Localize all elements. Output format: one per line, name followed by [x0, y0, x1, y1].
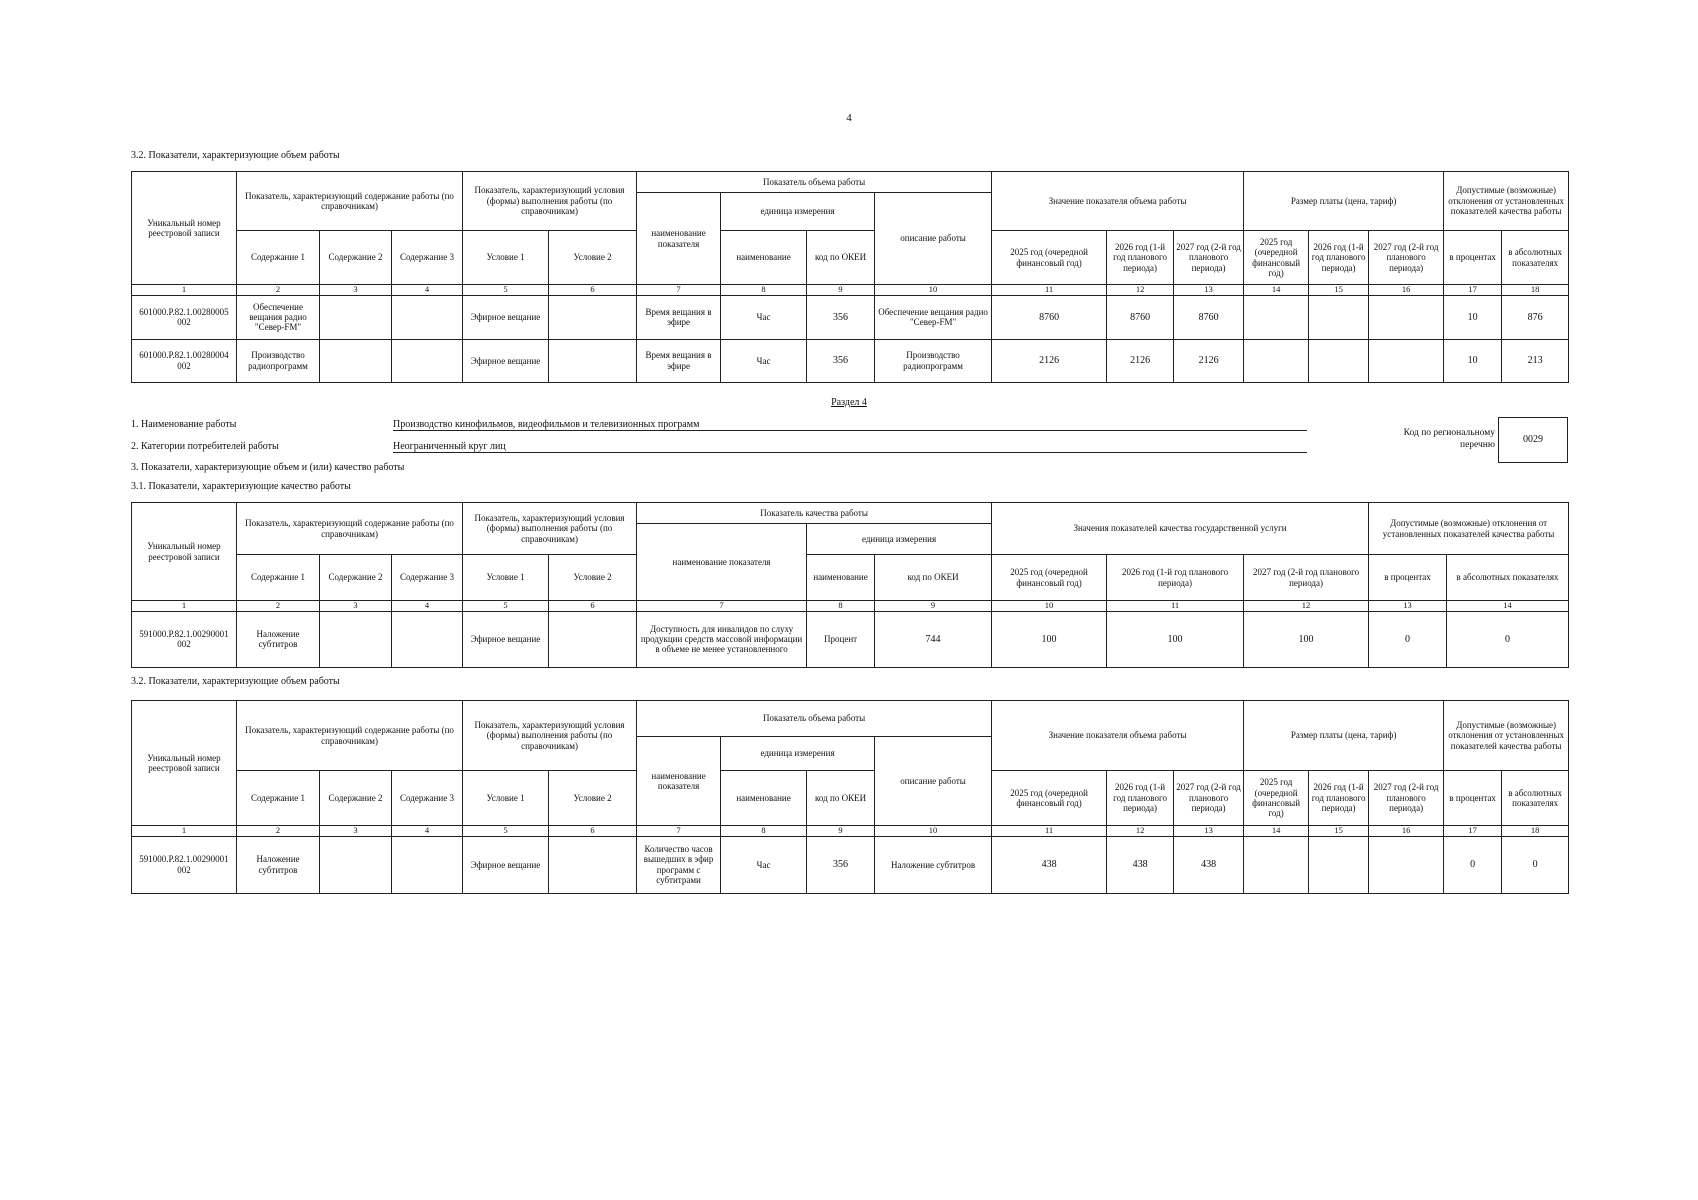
- hdr-c1: Содержание 1: [237, 771, 320, 826]
- cell-c1: Наложение субтитров: [237, 611, 320, 667]
- cell-reg: 591000.Р.82.1.00290001 002: [132, 836, 237, 893]
- cell-unit: Час: [721, 339, 807, 382]
- hdr-unit-name: наименование: [721, 231, 807, 285]
- hdr-value: Значения показателей качества государственной услуги: [992, 503, 1369, 555]
- column-numbers-row: [132, 601, 1569, 612]
- cell-desc: Наложение субтитров: [875, 836, 992, 893]
- table-row: [132, 339, 1569, 382]
- hdr-content: Показатель, характеризующий содержание работы (по справочникам): [237, 503, 463, 555]
- cell-v2025: 438: [992, 836, 1107, 893]
- hdr-y2025: 2025 год (очередной финансовый год): [992, 555, 1107, 601]
- hdr-c1: Содержание 1: [237, 231, 320, 285]
- section-title-volume-2: 3.2. Показатели, характеризующие объем работы: [131, 676, 340, 687]
- hdr-name: наименование показателя: [637, 524, 807, 601]
- cell-abs: 876: [1502, 295, 1569, 339]
- cell-c1: Производство радиопрограмм: [237, 339, 320, 382]
- column-numbers-row: [132, 826, 1569, 837]
- cell-c1: Обеспечение вещания радио "Север-FM": [237, 295, 320, 339]
- cell-c2: [320, 611, 392, 667]
- cell-c2: [320, 295, 392, 339]
- cell-v2027: 8760: [1174, 295, 1244, 339]
- col-number: 13: [1369, 601, 1447, 612]
- column-numbers-row: [132, 285, 1569, 296]
- hdr-f2025: 2025 год (очередной финансовый год): [1244, 231, 1309, 285]
- col-number: 9: [807, 826, 875, 837]
- table-row: [132, 836, 1569, 893]
- hdr-desc: описание работы: [875, 737, 992, 826]
- col-number: 1: [132, 285, 237, 296]
- hdr-abs: в абсолютных показателях: [1447, 555, 1569, 601]
- cell-desc: Обеспечение вещания радио "Север-FM": [875, 295, 992, 339]
- cell-c3: [392, 611, 463, 667]
- cell-f2027: [1369, 339, 1444, 382]
- cell-okei: 356: [807, 295, 875, 339]
- volume-table-1: [131, 171, 1569, 383]
- hdr-okei: код по ОКЕИ: [807, 231, 875, 285]
- cell-unit: Час: [721, 295, 807, 339]
- cell-c3: [392, 339, 463, 382]
- col-number: 5: [463, 285, 549, 296]
- hdr-c3: Содержание 3: [392, 555, 463, 601]
- cell-c1: Наложение субтитров: [237, 836, 320, 893]
- cell-u1: Эфирное вещание: [463, 339, 549, 382]
- hdr-f2026: 2026 год (1-й год планового периода): [1309, 771, 1369, 826]
- consumers-label: 2. Категории потребителей работы: [131, 441, 279, 452]
- col-number: 4: [392, 826, 463, 837]
- cell-c2: [320, 339, 392, 382]
- col-number: 8: [807, 601, 875, 612]
- cell-reg: 601000.Р.82.1.00280005 002: [132, 295, 237, 339]
- cell-v2025: 100: [992, 611, 1107, 667]
- hdr-pct: в процентах: [1444, 771, 1502, 826]
- col-number: 11: [992, 826, 1107, 837]
- hdr-abs: в абсолютных показателях: [1502, 231, 1569, 285]
- hdr-y2026: 2026 год (1-й год планового периода): [1107, 231, 1174, 285]
- hdr-reg: Уникальный номер реестровой записи: [132, 701, 237, 826]
- col-number: 8: [721, 826, 807, 837]
- hdr-u2: Условие 2: [549, 771, 637, 826]
- col-number: 14: [1447, 601, 1569, 612]
- col-number: 2: [237, 285, 320, 296]
- col-number: 5: [463, 601, 549, 612]
- col-number: 15: [1309, 285, 1369, 296]
- cell-u2: [549, 295, 637, 339]
- cell-c3: [392, 295, 463, 339]
- hdr-u1: Условие 1: [463, 771, 549, 826]
- hdr-cond: Показатель, характеризующий условия (формы) выполнения работы (по справочникам): [463, 503, 637, 555]
- hdr-content: Показатель, характеризующий содержание работы (по справочникам): [237, 172, 463, 231]
- col-number: 14: [1244, 826, 1309, 837]
- hdr-y2026: 2026 год (1-й год планового периода): [1107, 771, 1174, 826]
- hdr-fee: Размер платы (цена, тариф): [1244, 701, 1444, 771]
- hdr-pct: в процентах: [1444, 231, 1502, 285]
- hdr-f2025: 2025 год (очередной финансовый год): [1244, 771, 1309, 826]
- cell-pct: 0: [1369, 611, 1447, 667]
- cell-f2026: [1309, 836, 1369, 893]
- cell-f2025: [1244, 339, 1309, 382]
- cell-u2: [549, 339, 637, 382]
- col-number: 16: [1369, 285, 1444, 296]
- hdr-f2026: 2026 год (1-й год планового периода): [1309, 231, 1369, 285]
- hdr-c3: Содержание 3: [392, 231, 463, 285]
- col-number: 7: [637, 601, 807, 612]
- hdr-dev: Допустимые (возможные) отклонения от установленных показателей качества работы: [1444, 701, 1569, 771]
- cell-f2025: [1244, 295, 1309, 339]
- hdr-reg: Уникальный номер реестровой записи: [132, 503, 237, 601]
- col-number: 18: [1502, 826, 1569, 837]
- hdr-cond: Показатель, характеризующий условия (формы) выполнения работы (по справочникам): [463, 172, 637, 231]
- col-number: 17: [1444, 826, 1502, 837]
- col-number: 1: [132, 826, 237, 837]
- indicators-label: 3. Показатели, характеризующие объем и (или) качество работы: [131, 462, 405, 473]
- cell-abs: 0: [1502, 836, 1569, 893]
- hdr-unit: единица измерения: [721, 193, 875, 231]
- hdr-y2027: 2027 год (2-й год планового периода): [1174, 771, 1244, 826]
- col-number: 5: [463, 826, 549, 837]
- col-number: 3: [320, 285, 392, 296]
- hdr-y2027: 2027 год (2-й год планового периода): [1244, 555, 1369, 601]
- hdr-indicator: Показатель качества работы: [637, 503, 992, 524]
- col-number: 11: [1107, 601, 1244, 612]
- cell-reg: 591000.Р.82.1.00290001 002: [132, 611, 237, 667]
- col-number: 3: [320, 826, 392, 837]
- cell-unit: Процент: [807, 611, 875, 667]
- cell-desc: Производство радиопрограмм: [875, 339, 992, 382]
- cell-f2026: [1309, 339, 1369, 382]
- hdr-fee: Размер платы (цена, тариф): [1244, 172, 1444, 231]
- cell-name: Время вещания в эфире: [637, 339, 721, 382]
- col-number: 14: [1244, 285, 1309, 296]
- cell-f2026: [1309, 295, 1369, 339]
- hdr-unit-name: наименование: [721, 771, 807, 826]
- cell-c3: [392, 836, 463, 893]
- hdr-indicator: Показатель объема работы: [637, 701, 992, 737]
- col-number: 2: [237, 601, 320, 612]
- col-number: 18: [1502, 285, 1569, 296]
- col-number: 16: [1369, 826, 1444, 837]
- col-number: 15: [1309, 826, 1369, 837]
- col-number: 10: [875, 826, 992, 837]
- cell-v2026: 100: [1107, 611, 1244, 667]
- hdr-y2025: 2025 год (очередной финансовый год): [992, 231, 1107, 285]
- col-number: 10: [875, 285, 992, 296]
- cell-unit: Час: [721, 836, 807, 893]
- hdr-dev: Допустимые (возможные) отклонения от установленных показателей качества работы: [1369, 503, 1569, 555]
- cell-reg: 601000.Р.82.1.00280004 002: [132, 339, 237, 382]
- col-number: 4: [392, 601, 463, 612]
- hdr-abs: в абсолютных показателях: [1502, 771, 1569, 826]
- work-name-value: Производство кинофильмов, видеофильмов и телевизионных программ: [393, 419, 1307, 431]
- hdr-f2027: 2027 год (2-й год планового периода): [1369, 771, 1444, 826]
- hdr-c2: Содержание 2: [320, 231, 392, 285]
- hdr-u2: Условие 2: [549, 555, 637, 601]
- col-number: 6: [549, 826, 637, 837]
- col-number: 3: [320, 601, 392, 612]
- cell-f2027: [1369, 836, 1444, 893]
- code-label: Код по региональному перечню: [1403, 428, 1495, 451]
- cell-v2025: 2126: [992, 339, 1107, 382]
- hdr-y2027: 2027 год (2-й год планового периода): [1174, 231, 1244, 285]
- col-number: 9: [875, 601, 992, 612]
- hdr-c2: Содержание 2: [320, 555, 392, 601]
- code-value: 0029: [1498, 417, 1568, 463]
- table-row: [132, 295, 1569, 339]
- col-number: 7: [637, 826, 721, 837]
- hdr-unit-name: наименование: [807, 555, 875, 601]
- hdr-value: Значение показателя объема работы: [992, 172, 1244, 231]
- hdr-pct: в процентах: [1369, 555, 1447, 601]
- cell-f2027: [1369, 295, 1444, 339]
- cell-u2: [549, 836, 637, 893]
- col-number: 12: [1244, 601, 1369, 612]
- cell-pct: 10: [1444, 339, 1502, 382]
- col-number: 9: [807, 285, 875, 296]
- col-number: 1: [132, 601, 237, 612]
- volume-table-2: [131, 700, 1569, 894]
- hdr-u1: Условие 1: [463, 231, 549, 285]
- hdr-desc: описание работы: [875, 193, 992, 285]
- cell-okei: 356: [807, 339, 875, 382]
- cell-u1: Эфирное вещание: [463, 295, 549, 339]
- hdr-name: наименование показателя: [637, 193, 721, 285]
- hdr-content: Показатель, характеризующий содержание работы (по справочникам): [237, 701, 463, 771]
- hdr-c2: Содержание 2: [320, 771, 392, 826]
- hdr-name: наименование показателя: [637, 737, 721, 826]
- cell-v2026: 438: [1107, 836, 1174, 893]
- hdr-okei: код по ОКЕИ: [875, 555, 992, 601]
- hdr-u2: Условие 2: [549, 231, 637, 285]
- cell-v2026: 8760: [1107, 295, 1174, 339]
- cell-v2026: 2126: [1107, 339, 1174, 382]
- hdr-value: Значение показателя объема работы: [992, 701, 1244, 771]
- cell-name: Время вещания в эфире: [637, 295, 721, 339]
- col-number: 10: [992, 601, 1107, 612]
- col-number: 12: [1107, 285, 1174, 296]
- col-number: 12: [1107, 826, 1174, 837]
- consumers-value: Неограниченный круг лиц: [393, 441, 1307, 453]
- hdr-unit: единица измерения: [721, 737, 875, 771]
- hdr-y2025: 2025 год (очередной финансовый год): [992, 771, 1107, 826]
- table-row: [132, 611, 1569, 667]
- section-title-quality: 3.1. Показатели, характеризующие качество работы: [131, 481, 351, 492]
- cell-v2027: 100: [1244, 611, 1369, 667]
- hdr-f2027: 2027 год (2-й год планового периода): [1369, 231, 1444, 285]
- cell-pct: 0: [1444, 836, 1502, 893]
- col-number: 13: [1174, 285, 1244, 296]
- col-number: 11: [992, 285, 1107, 296]
- hdr-y2026: 2026 год (1-й год планового периода): [1107, 555, 1244, 601]
- cell-pct: 10: [1444, 295, 1502, 339]
- col-number: 13: [1174, 826, 1244, 837]
- col-number: 6: [549, 601, 637, 612]
- hdr-unit: единица измерения: [807, 524, 992, 555]
- hdr-indicator: Показатель объема работы: [637, 172, 992, 193]
- hdr-cond: Показатель, характеризующий условия (формы) выполнения работы (по справочникам): [463, 701, 637, 771]
- col-number: 7: [637, 285, 721, 296]
- hdr-c3: Содержание 3: [392, 771, 463, 826]
- hdr-dev: Допустимые (возможные) отклонения от установленных показателей качества работы: [1444, 172, 1569, 231]
- hdr-okei: код по ОКЕИ: [807, 771, 875, 826]
- col-number: 6: [549, 285, 637, 296]
- cell-u1: Эфирное вещание: [463, 836, 549, 893]
- cell-u1: Эфирное вещание: [463, 611, 549, 667]
- work-name-label: 1. Наименование работы: [131, 419, 237, 430]
- section-title-volume-1: 3.2. Показатели, характеризующие объем работы: [131, 150, 340, 161]
- hdr-reg: Уникальный номер реестровой записи: [132, 172, 237, 285]
- cell-name: Количество часов вышедших в эфир программ с субтитрами: [637, 836, 721, 893]
- col-number: 2: [237, 826, 320, 837]
- col-number: 17: [1444, 285, 1502, 296]
- cell-v2027: 2126: [1174, 339, 1244, 382]
- section-title: Раздел 4: [831, 397, 867, 408]
- cell-name: Доступность для инвалидов по слуху продукции средств массовой информации в объеме не менее установленного: [637, 611, 807, 667]
- cell-v2027: 438: [1174, 836, 1244, 893]
- col-number: 8: [721, 285, 807, 296]
- page-number: 4: [846, 112, 852, 124]
- cell-u2: [549, 611, 637, 667]
- cell-abs: 0: [1447, 611, 1569, 667]
- cell-okei: 356: [807, 836, 875, 893]
- col-number: 4: [392, 285, 463, 296]
- cell-c2: [320, 836, 392, 893]
- cell-v2025: 8760: [992, 295, 1107, 339]
- cell-abs: 213: [1502, 339, 1569, 382]
- cell-okei: 744: [875, 611, 992, 667]
- cell-f2025: [1244, 836, 1309, 893]
- quality-table: [131, 502, 1569, 668]
- hdr-u1: Условие 1: [463, 555, 549, 601]
- hdr-c1: Содержание 1: [237, 555, 320, 601]
